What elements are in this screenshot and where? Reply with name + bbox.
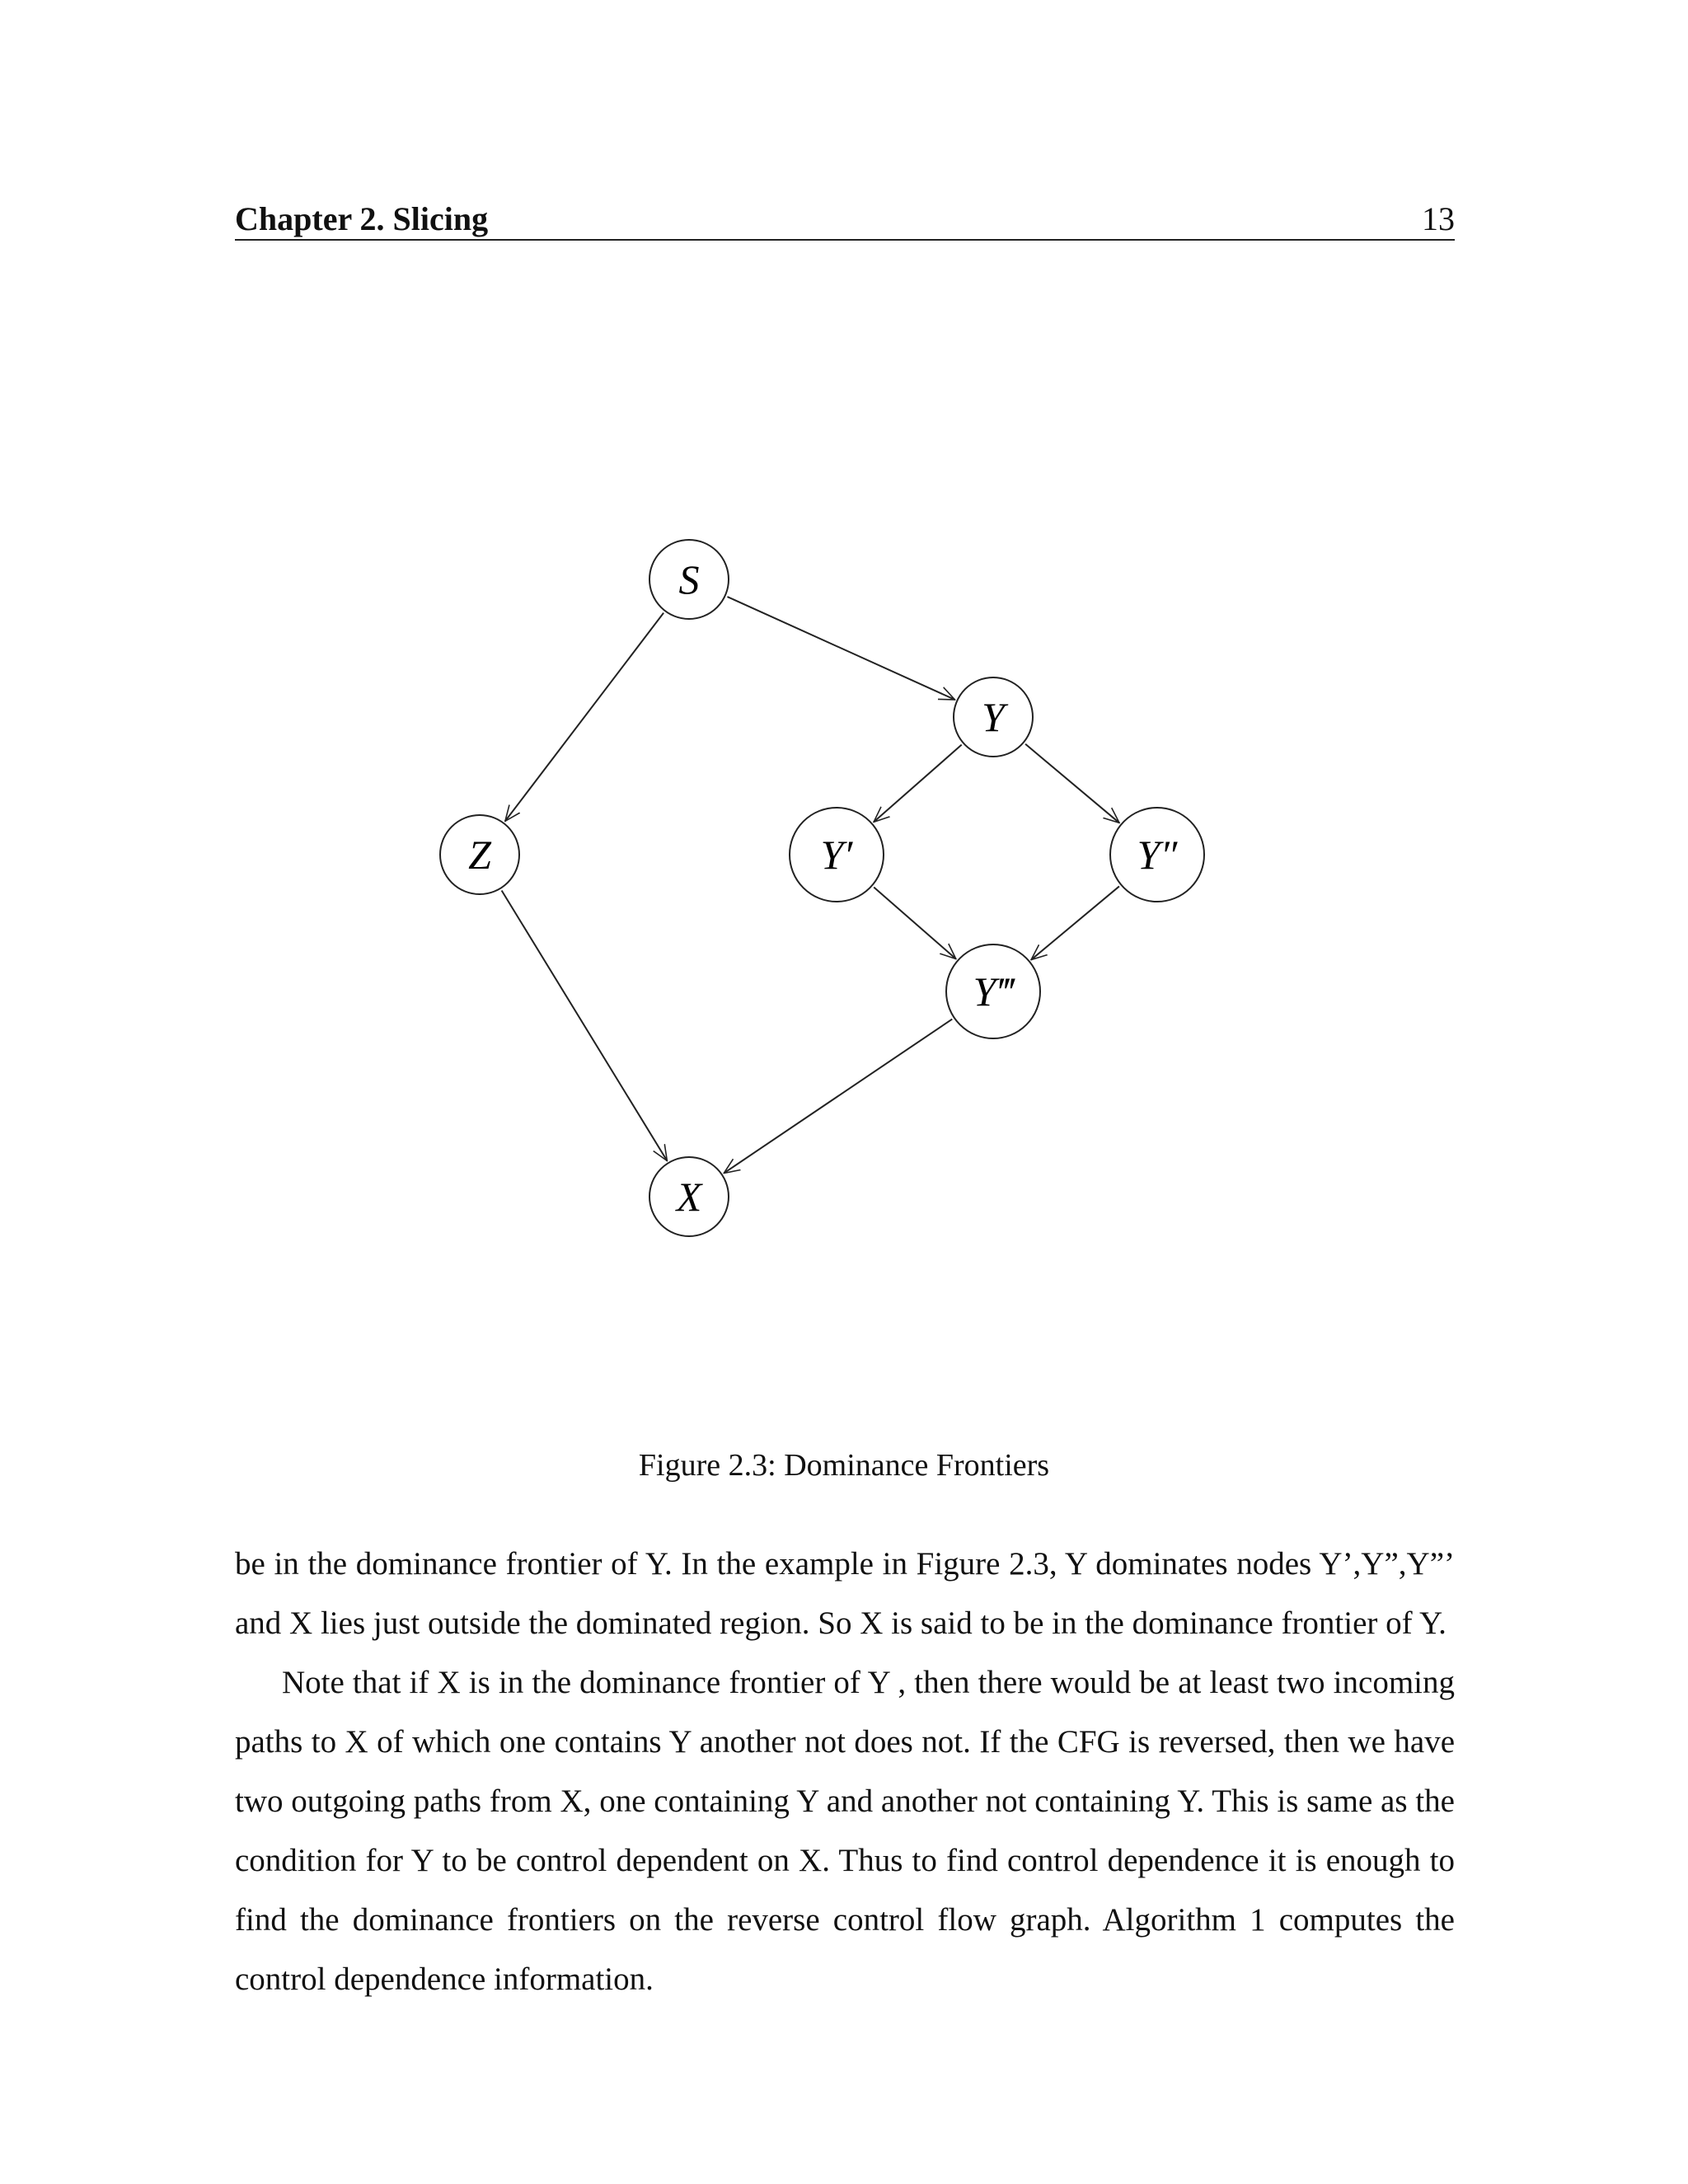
node-label: Y bbox=[982, 694, 1005, 740]
node-label: S bbox=[678, 556, 700, 602]
node-z bbox=[440, 815, 519, 894]
node-y bbox=[954, 677, 1033, 757]
edge-y3-to-x bbox=[724, 1019, 952, 1174]
node-label: Y′ bbox=[820, 832, 853, 878]
figure-caption: Figure 2.3: Dominance Frontiers bbox=[638, 1448, 1050, 1483]
edge-y1-to-y3 bbox=[874, 887, 956, 958]
edge-s-to-y bbox=[727, 597, 954, 700]
node-y2 bbox=[1110, 808, 1204, 902]
edge-y2-to-y3 bbox=[1031, 886, 1119, 959]
paragraph-2: Note that if X is in the dominance frontier of Y , then there would be at least two incoming paths to X of which one contains Y another not does not. If the CFG is reversed, then we have two outgoing paths from X, one containing Y and another not containing Y. This is same as the condition for Y to be control dependent on X. Thus to find control dependence it is enough to find the dominance frontiers on the reverse control flow graph. Algorithm 1 computes the control dependence information. bbox=[235, 1665, 1455, 1997]
body-text bbox=[235, 1535, 1455, 2009]
node-s bbox=[649, 540, 729, 619]
edge-y-to-y2 bbox=[1025, 744, 1119, 823]
paragraph-1: be in the dominance frontier of Y. In the example in Figure 2.3, Y dominates nodes Y’,Y”,Y”’ and X lies just outside the dominated region. So X is said to be in the dominance frontier of Y. bbox=[235, 1546, 1455, 1641]
node-y1 bbox=[790, 808, 884, 902]
page-number: 13 bbox=[1422, 200, 1455, 237]
chapter-title: Chapter 2. Slicing bbox=[235, 200, 489, 237]
node-y3 bbox=[946, 944, 1040, 1038]
edge-s-to-z bbox=[505, 613, 663, 822]
edge-y-to-y1 bbox=[874, 745, 962, 823]
node-label: Z bbox=[468, 832, 491, 878]
node-label: X bbox=[676, 1174, 702, 1220]
node-label: Y″ bbox=[1137, 832, 1178, 878]
edge-z-to-x bbox=[502, 890, 668, 1160]
node-x bbox=[649, 1157, 729, 1236]
node-label: Y‴ bbox=[973, 968, 1014, 1015]
